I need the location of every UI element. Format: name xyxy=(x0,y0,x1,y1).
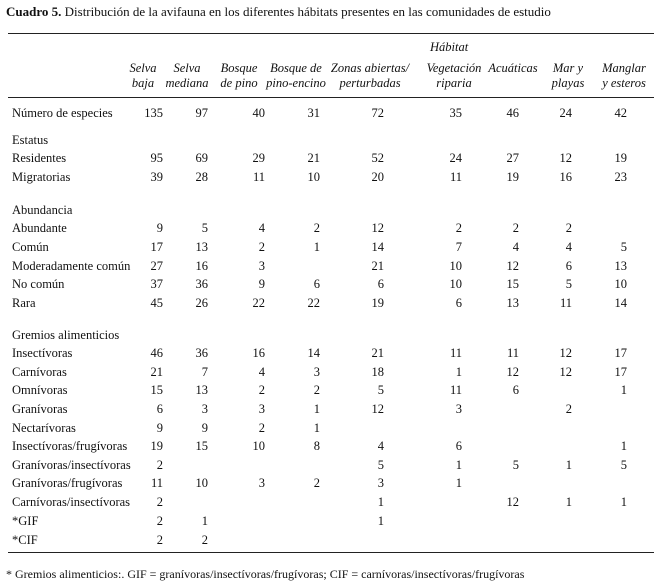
row-label: Migratorias xyxy=(12,170,71,184)
column-header-line2: mediana xyxy=(165,76,209,90)
row-label: Granívoras xyxy=(12,402,68,416)
column-header xyxy=(574,61,660,91)
table-cell: 10 xyxy=(195,476,208,490)
table-cell: 36 xyxy=(195,346,208,360)
table-cell: 12 xyxy=(559,346,572,360)
table-cell: 3 xyxy=(455,402,462,416)
table-cell: 2 xyxy=(156,458,163,472)
habitat-group-header: Hábitat xyxy=(430,40,469,54)
table-cell: 22 xyxy=(252,296,265,310)
table-cell: 45 xyxy=(150,296,163,310)
table-cell: 9 xyxy=(201,421,208,435)
column-header-line2: baja xyxy=(131,76,155,90)
column-header-line2: riparia xyxy=(436,76,472,90)
table-cell: 3 xyxy=(201,402,208,416)
table-cell: 40 xyxy=(252,106,265,120)
table-cell: 11 xyxy=(150,476,163,490)
table-cell: 46 xyxy=(150,346,163,360)
row-label: Gremios alimenticios xyxy=(12,328,120,342)
table-cell: 4 xyxy=(565,240,572,254)
table-cell: 13 xyxy=(195,240,208,254)
table-cell: 2 xyxy=(201,533,208,547)
table-cell: 46 xyxy=(506,106,519,120)
table-cell: 4 xyxy=(377,439,384,453)
table-cell: 12 xyxy=(559,151,572,165)
table-cell: 1 xyxy=(201,514,208,528)
table-cell: 4 xyxy=(258,365,265,379)
table-row xyxy=(0,514,660,532)
row-label: Granívoras/frugívoras xyxy=(12,476,123,490)
table-cell: 22 xyxy=(307,296,320,310)
row-label: Insectívoras/frugívoras xyxy=(12,439,128,453)
table-row xyxy=(0,203,660,221)
table-cell: 19 xyxy=(506,170,519,184)
table-row xyxy=(0,495,660,513)
table-cell: 2 xyxy=(313,476,320,490)
table-cell: 18 xyxy=(371,365,384,379)
table-cell: 2 xyxy=(156,514,163,528)
table-cell: 6 xyxy=(156,402,163,416)
table-cell: 12 xyxy=(371,221,384,235)
table-cell: 3 xyxy=(377,476,384,490)
table-cell: 2 xyxy=(258,240,265,254)
table-cell: 20 xyxy=(371,170,384,184)
table-row xyxy=(0,346,660,364)
table-cell: 2 xyxy=(512,221,519,235)
column-header-line1: Vegetación xyxy=(426,61,482,75)
table-cell: 37 xyxy=(150,277,163,291)
table-cell: 5 xyxy=(620,458,627,472)
table-cell: 1 xyxy=(377,514,384,528)
table-row xyxy=(0,221,660,239)
table-cell: 17 xyxy=(150,240,163,254)
row-label: Común xyxy=(12,240,49,254)
table-row xyxy=(0,240,660,258)
table-cell: 21 xyxy=(150,365,163,379)
table-cell: 27 xyxy=(150,259,163,273)
row-label: *CIF xyxy=(12,533,38,547)
table-row xyxy=(0,421,660,439)
table-cell: 12 xyxy=(506,259,519,273)
header-rule xyxy=(8,97,654,98)
column-header-line2: playas xyxy=(551,76,585,90)
table-cell: 35 xyxy=(449,106,462,120)
table-cell: 2 xyxy=(565,221,572,235)
table-cell: 9 xyxy=(156,221,163,235)
column-header-line1: Mar y xyxy=(552,61,584,75)
table-cell: 14 xyxy=(614,296,627,310)
table-cell: 1 xyxy=(313,240,320,254)
table-cell: 21 xyxy=(371,346,384,360)
table-row xyxy=(0,106,660,124)
table-cell: 8 xyxy=(313,439,320,453)
row-label: Estatus xyxy=(12,133,49,147)
table-row xyxy=(0,133,660,151)
table-cell: 95 xyxy=(150,151,163,165)
table-cell: 6 xyxy=(565,259,572,273)
table-cell: 23 xyxy=(614,170,627,184)
table-cell: 17 xyxy=(614,346,627,360)
table-cell: 11 xyxy=(449,383,462,397)
table-cell: 97 xyxy=(195,106,208,120)
table-row xyxy=(0,458,660,476)
table-cell: 13 xyxy=(195,383,208,397)
table-cell: 36 xyxy=(195,277,208,291)
table-cell: 1 xyxy=(620,495,627,509)
column-header-line2: perturbadas xyxy=(339,76,401,90)
table-cell: 52 xyxy=(371,151,384,165)
table-cell: 9 xyxy=(156,421,163,435)
row-label: Abundante xyxy=(12,221,67,235)
column-header-line1: Acuáticas xyxy=(488,61,538,75)
table-cell: 72 xyxy=(371,106,384,120)
table-cell: 11 xyxy=(506,346,519,360)
table-cell: 15 xyxy=(506,277,519,291)
column-header-line1: Bosque de xyxy=(270,61,322,75)
table-cell: 24 xyxy=(559,106,572,120)
table-cell: 5 xyxy=(377,383,384,397)
table-caption xyxy=(6,4,551,20)
bottom-rule xyxy=(8,552,654,553)
table-row xyxy=(0,170,660,188)
row-label: No común xyxy=(12,277,65,291)
column-header-line1: Manglar xyxy=(602,61,646,75)
table-cell: 2 xyxy=(258,421,265,435)
table-cell: 24 xyxy=(449,151,462,165)
table-row xyxy=(0,365,660,383)
table-cell: 19 xyxy=(614,151,627,165)
column-header-line1: Bosque xyxy=(220,61,258,75)
table-cell: 4 xyxy=(512,240,519,254)
table-row xyxy=(0,151,660,169)
table-cell: 4 xyxy=(258,221,265,235)
table-cell: 10 xyxy=(252,439,265,453)
table-cell: 12 xyxy=(506,495,519,509)
table-cell: 6 xyxy=(455,439,462,453)
table-cell: 1 xyxy=(565,458,572,472)
row-label: Omnívoras xyxy=(12,383,68,397)
column-header-line2: pino-encino xyxy=(266,76,326,90)
table-row xyxy=(0,439,660,457)
row-label: Rara xyxy=(12,296,36,310)
table-cell: 5 xyxy=(201,221,208,235)
top-rule xyxy=(8,33,654,34)
table-cell: 1 xyxy=(455,476,462,490)
table-cell: 21 xyxy=(307,151,320,165)
table-cell: 12 xyxy=(371,402,384,416)
table-cell: 1 xyxy=(620,383,627,397)
table-cell: 3 xyxy=(258,476,265,490)
table-cell: 29 xyxy=(252,151,265,165)
table-cell: 1 xyxy=(313,402,320,416)
table-cell: 15 xyxy=(150,383,163,397)
table-cell: 1 xyxy=(313,421,320,435)
table-cell: 5 xyxy=(620,240,627,254)
table-cell: 31 xyxy=(307,106,320,120)
table-cell: 7 xyxy=(455,240,462,254)
table-cell: 28 xyxy=(195,170,208,184)
table-cell: 9 xyxy=(258,277,265,291)
column-header-line1: Zonas abiertas/ xyxy=(330,61,410,75)
table-cell: 16 xyxy=(252,346,265,360)
row-label: *GIF xyxy=(12,514,39,528)
row-label: Granívoras/insectívoras xyxy=(12,458,131,472)
column-header-line2: de pino xyxy=(220,76,258,90)
table-cell: 11 xyxy=(449,170,462,184)
table-cell: 13 xyxy=(614,259,627,273)
table-cell: 17 xyxy=(614,365,627,379)
table-cell: 5 xyxy=(377,458,384,472)
table-row xyxy=(0,383,660,401)
table-cell: 11 xyxy=(252,170,265,184)
table-cell: 3 xyxy=(258,259,265,273)
row-label: Nectarívoras xyxy=(12,421,76,435)
table-cell: 10 xyxy=(307,170,320,184)
table-cell: 1 xyxy=(620,439,627,453)
table-cell: 1 xyxy=(377,495,384,509)
table-cell: 3 xyxy=(258,402,265,416)
row-label: Número de especies xyxy=(12,106,113,120)
table-cell: 15 xyxy=(195,439,208,453)
table-cell: 135 xyxy=(144,106,163,120)
table-cell: 2 xyxy=(156,495,163,509)
table-cell: 11 xyxy=(449,346,462,360)
footnote: * Gremios alimenticios:. GIF = granívoras/insectívoras/frugívoras; CIF = carnívoras/insectívoras/frugívoras xyxy=(6,567,525,581)
table-cell: 2 xyxy=(565,402,572,416)
table-cell: 2 xyxy=(455,221,462,235)
row-label: Residentes xyxy=(12,151,67,165)
table-cell: 10 xyxy=(614,277,627,291)
table-cell: 6 xyxy=(377,277,384,291)
table-row xyxy=(0,533,660,551)
table-cell: 12 xyxy=(559,365,572,379)
row-label: Abundancia xyxy=(12,203,73,217)
table-row xyxy=(0,328,660,346)
table-cell: 10 xyxy=(449,259,462,273)
table-cell: 7 xyxy=(201,365,208,379)
table-cell: 16 xyxy=(559,170,572,184)
row-label: Moderadamente común xyxy=(12,259,131,273)
table-row xyxy=(0,476,660,494)
table-cell: 2 xyxy=(156,533,163,547)
table-row xyxy=(0,259,660,277)
table-cell: 10 xyxy=(449,277,462,291)
table-cell: 6 xyxy=(455,296,462,310)
table-cell: 19 xyxy=(371,296,384,310)
caption-label: Cuadro 5. xyxy=(6,4,62,19)
table-cell: 42 xyxy=(614,106,627,120)
table-cell: 1 xyxy=(455,365,462,379)
table-cell: 2 xyxy=(258,383,265,397)
table-cell: 39 xyxy=(150,170,163,184)
table-row xyxy=(0,277,660,295)
table-cell: 26 xyxy=(195,296,208,310)
table-cell: 21 xyxy=(371,259,384,273)
column-header-line1: Selva xyxy=(173,61,201,75)
table-cell: 14 xyxy=(307,346,320,360)
table-cell: 6 xyxy=(313,277,320,291)
row-label: Insectívoras xyxy=(12,346,73,360)
row-label: Carnívoras/insectívoras xyxy=(12,495,131,509)
column-header-line2: y esteros xyxy=(602,76,646,90)
table-cell: 2 xyxy=(313,383,320,397)
table-cell: 14 xyxy=(371,240,384,254)
table-cell: 69 xyxy=(195,151,208,165)
table-cell: 6 xyxy=(512,383,519,397)
table-cell: 27 xyxy=(506,151,519,165)
table-row xyxy=(0,402,660,420)
table-cell: 11 xyxy=(559,296,572,310)
table-cell: 16 xyxy=(195,259,208,273)
table-cell: 19 xyxy=(150,439,163,453)
column-header-line1: Selva xyxy=(129,61,157,75)
table-cell: 3 xyxy=(313,365,320,379)
table-cell: 2 xyxy=(313,221,320,235)
table-cell: 1 xyxy=(565,495,572,509)
table-cell: 13 xyxy=(506,296,519,310)
table-row xyxy=(0,296,660,314)
caption-text: Distribución de la avifauna en los diferentes hábitats presentes en las comunidades de estudio xyxy=(64,4,551,19)
table-cell: 1 xyxy=(455,458,462,472)
table-cell: 12 xyxy=(506,365,519,379)
row-label: Carnívoras xyxy=(12,365,67,379)
table-cell: 5 xyxy=(512,458,519,472)
table-cell: 5 xyxy=(565,277,572,291)
